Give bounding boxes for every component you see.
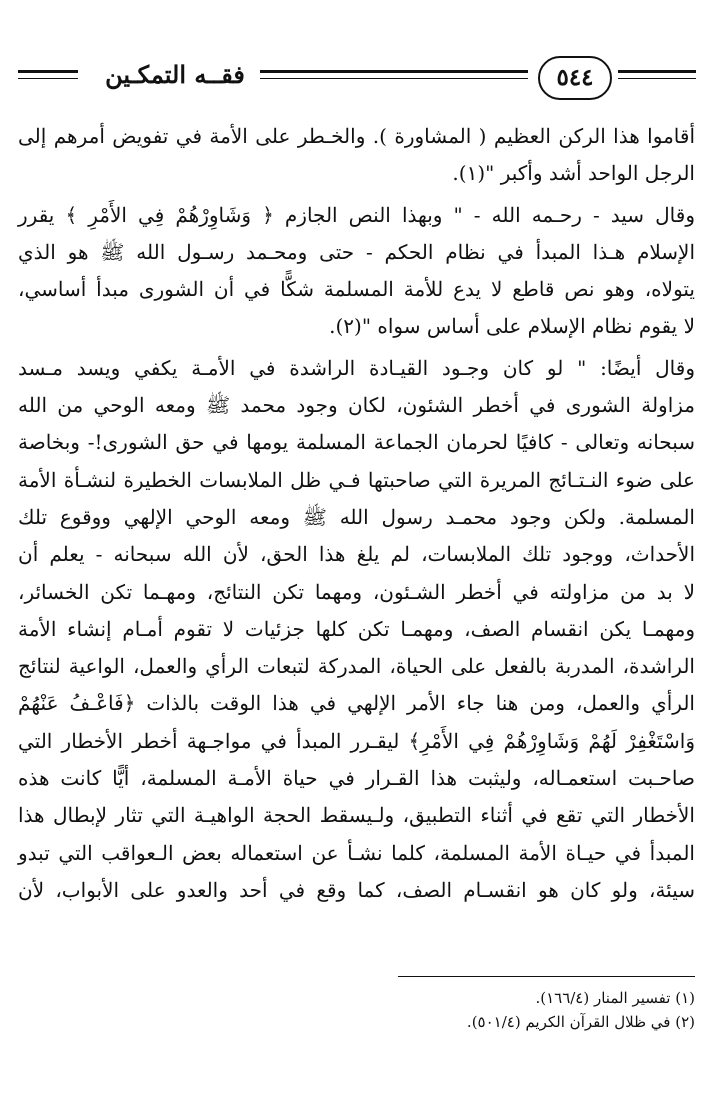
text-line: يتولاه، وهو نص قاطع لا يدع للأمة المسلمة شكًّا في أن الشورى مبدأ أساسي، bbox=[18, 277, 695, 302]
text-line: الرأي والعمل، ومن هنا جاء الأمر الإلهي في هذا الوقت بالذات ﴿فَاعْـفُ عَنْهُمْ bbox=[18, 691, 695, 716]
text-line: سيئة، ولو كان هو انقسـام الصف، كما وقع في أحد والعدو على الأبواب، لأن bbox=[18, 877, 695, 902]
paragraph-2 bbox=[18, 197, 695, 346]
text-line: الأحداث، ووجود تلك الملابسات، لم يلغ هذا الحق، لأن الله سبحانه - يعلم أن bbox=[18, 542, 695, 567]
page-header bbox=[18, 56, 698, 102]
text-line: صاحـبت استعمـاله، وليثبت هذا القـرار في حياة الأمـة المسلمة، أيًّا كانت هذه bbox=[18, 766, 695, 791]
text-line: على ضوء النـتـائج المريرة التي صاحبتها فـي ظل الملابسات الخطيرة لنشـأة الأمة bbox=[18, 467, 695, 492]
text-line: الأخطار التي تقع في أثناء التطبيق، ولـيسقط الحجة الواهيـة التي تثار لإبطال هذا bbox=[18, 803, 695, 828]
text-line: وَاسْتَغْفِرْ لَهُمْ وَشَاوِرْهُمْ فِي الأَمْرِ﴾ ليقـرر المبدأ في مواجـهة أخطر الأخطار التي bbox=[18, 728, 695, 753]
header-rule-right-outer bbox=[618, 70, 696, 73]
text-line: سبحانه وتعالى - كافيًا لحرمان الجماعة المسلمة يومها في حق الشورى!- وبخاصة bbox=[18, 430, 695, 455]
header-rule-middle-bottom bbox=[260, 78, 528, 79]
footnotes bbox=[300, 986, 695, 1034]
text-line: وقال أيضًا: " لو كان وجـود القيـادة الراشدة في الأمـة يكفي ويسد مـسد bbox=[18, 355, 695, 380]
book-title: فقــه التمكـين bbox=[105, 60, 245, 89]
header-rule-left-outer bbox=[18, 70, 78, 73]
header-rule-middle-top bbox=[260, 70, 528, 73]
text-line: ومهمـا يكن انقسام الصف، ومهمـا تكن كلها جزئيات لا تقوم أمـام إنشاء الأمة bbox=[18, 616, 695, 641]
text-line: لا بد من مزاولته في أخطر الشـئون، ومهما تكن النتائج، ومهـما تكن الخسائر، bbox=[18, 579, 695, 604]
text-line: لا يقوم نظام الإسلام على أساس سواه "(٢). bbox=[329, 314, 695, 339]
text-line: الراشدة، المدربة بالفعل على الحياة، المدركة لتبعات الرأي والعمل، الواعية لنتائج bbox=[18, 654, 695, 679]
text-line: المسلمة. ولكن وجود محمـد رسول الله ﷺ ومعه الوحي الإلهي ووقوع تلك bbox=[18, 504, 695, 529]
footnote-1: (١) تفسير المنار (١٦٦/٤). bbox=[535, 989, 695, 1007]
paragraph-3 bbox=[18, 350, 695, 909]
text-line: المبدأ في حيـاة الأمة المسلمة، كلما نشـأ عن استعماله بعض الـعواقب التي تبدو bbox=[18, 840, 695, 865]
paragraph-1 bbox=[18, 118, 695, 193]
header-rule-right-inner bbox=[618, 78, 696, 79]
body-text bbox=[18, 118, 695, 909]
text-line: الإسلام هـذا المبدأ في نظام الحكم - حتى ومحـمد رسـول الله ﷺ هو الذي bbox=[18, 239, 695, 264]
text-line: وقال سيد - رحـمه الله - " وبهذا النص الجازم ﴿ وَشَاوِرْهُمْ فِي الأَمْرِ ﴾ يقرر bbox=[18, 202, 695, 227]
footnote-2: (٢) في ظلال القرآن الكريم (٥٠١/٤). bbox=[466, 1013, 695, 1031]
text-line: مزاولة الشورى في أخطر الشئون، لكان وجود محمد ﷺ ومعه الوحي من الله bbox=[18, 393, 695, 418]
page-number: ٥٤٤ bbox=[538, 56, 612, 100]
text-line: الرجل الواحد أشد وأكبر "(١). bbox=[452, 161, 695, 186]
text-line: أقاموا هذا الركن العظيم ( المشاورة ). والخـطر على الأمة في تفويض أمرهم إلى bbox=[18, 124, 695, 148]
header-rule-left-inner bbox=[18, 78, 78, 79]
footnote-separator bbox=[398, 976, 695, 977]
